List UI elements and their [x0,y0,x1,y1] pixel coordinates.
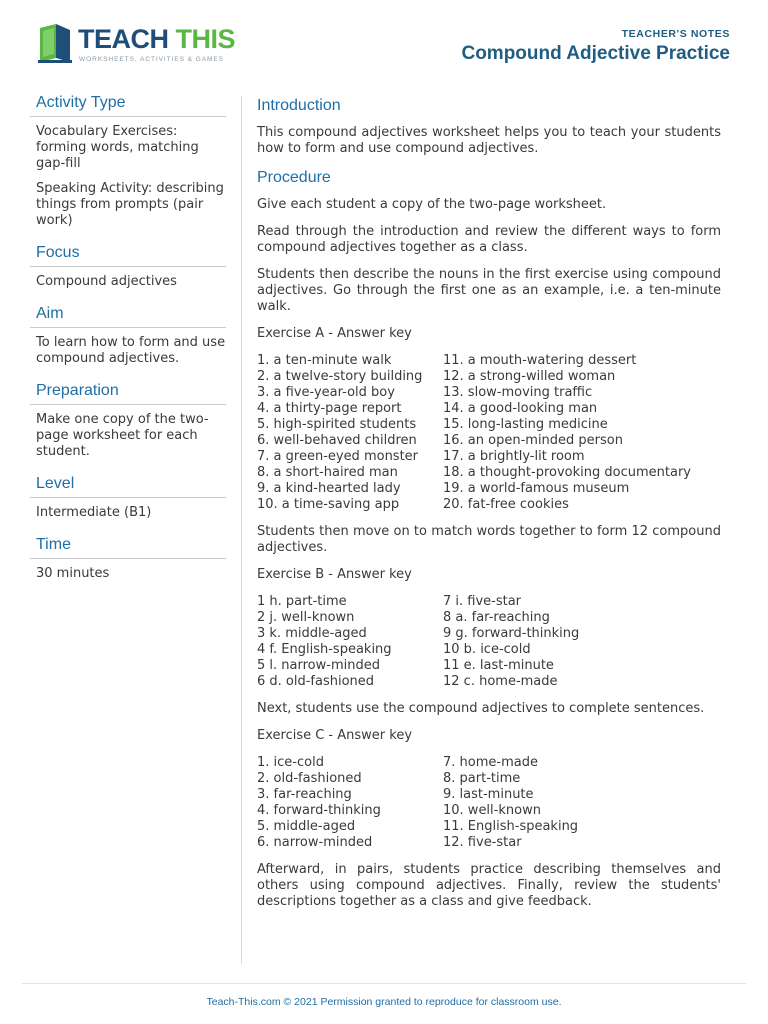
exercise-c-label: Exercise C - Answer key [257,728,413,743]
sidebar-section-level [30,475,226,521]
sidebar-section-focus [30,244,226,290]
sidebar-heading: Activity Type [30,94,226,117]
answer-item: 10 b. ice-cold [443,642,531,657]
teachers-notes-label: TEACHER'S NOTES [621,28,730,40]
answer-item: 8 a. far-reaching [443,610,550,625]
answer-item: 11. English-speaking [443,819,579,834]
introduction-heading: Introduction [257,97,341,114]
answer-item: 12. a strong-willed woman [443,369,616,384]
document-title: Compound Adjective Practice [461,43,730,64]
sidebar-section-aim [30,305,226,367]
answer-item: 16. an open-minded person [443,433,623,448]
book-icon [36,24,74,64]
answer-item: 9. a kind-hearted lady [257,481,401,496]
sidebar-paragraph: Compound adjectives [36,274,177,289]
sidebar-heading: Focus [30,244,226,267]
answer-column [443,594,579,690]
answer-item: 19. a world-famous museum [443,481,630,496]
sidebar-heading: Level [30,475,226,498]
footer-copyright[interactable]: Teach-This.com © 2021 Permission granted to reproduce for classroom use. [206,996,562,1008]
answer-item: 18. a thought-provoking documentary [443,465,691,480]
answer-item: 1 h. part-time [257,594,347,609]
main-content [257,94,721,921]
procedure-paragraph: Give each student a copy of the two-page worksheet. [257,197,607,212]
answer-item: 8. part-time [443,771,521,786]
answer-item: 2. a twelve-story building [257,369,423,384]
column-divider [241,96,242,964]
answer-item: 2 j. well-known [257,610,355,625]
answer-item: 20. fat-free cookies [443,497,569,512]
sidebar-heading: Preparation [30,382,226,405]
sidebar-heading: Time [30,536,226,559]
exercise-a-answer-key [257,353,721,513]
answer-item: 4. a thirty-page report [257,401,402,416]
procedure-paragraph: Read through the introduction and review the different ways to form compound adjectives together as a class. [257,224,721,255]
sidebar-section-activity-type [30,94,226,229]
procedure-paragraph: Students then describe the nouns in the first exercise using compound adjectives. Go through the first one as an example, i.e. a ten-minute walk. [257,267,721,314]
answer-item: 3. a five-year-old boy [257,385,395,400]
exercise-c-answer-key [257,755,721,851]
logo-wordmark [78,24,235,54]
sidebar-paragraph: Intermediate (B1) [36,505,152,520]
exercise-a-label: Exercise A - Answer key [257,326,412,341]
answer-item: 6. narrow-minded [257,835,373,850]
answer-item: 3 k. middle-aged [257,626,367,641]
sidebar-text [30,328,226,367]
answer-column [443,755,578,851]
answer-column [257,755,443,851]
sidebar-text [30,498,226,521]
answer-item: 12. five-star [443,835,522,850]
answer-item: 5 l. narrow-minded [257,658,380,673]
procedure-heading: Procedure [257,169,331,186]
sidebar-paragraph: Vocabulary Exercises: forming words, matching gap-fill [36,124,199,171]
logo-teach: TEACH [78,24,169,54]
sidebar-section-preparation [30,382,226,460]
answer-item: 12 c. home-made [443,674,558,689]
answer-item: 1. ice-cold [257,755,324,770]
answer-item: 6 d. old-fashioned [257,674,375,689]
answer-item: 8. a short-haired man [257,465,398,480]
answer-item: 4 f. English-speaking [257,642,392,657]
sidebar-heading: Aim [30,305,226,328]
sidebar-text [30,117,226,229]
header [0,0,768,90]
answer-item: 17. a brightly-lit room [443,449,585,464]
answer-item: 9 g. forward-thinking [443,626,580,641]
answer-item: 5. high-spirited students [257,417,417,432]
answer-item: 9. last-minute [443,787,534,802]
answer-item: 7 i. five-star [443,594,522,609]
answer-item: 14. a good-looking man [443,401,598,416]
sidebar [30,94,226,597]
procedure-paragraph: Afterward, in pairs, students practice describing themselves and others using compound adjectives. Finally, review the students' descriptions together as a class and give feedback. [257,862,721,909]
answer-item: 10. a time-saving app [257,497,400,512]
answer-item: 15. long-lasting medicine [443,417,608,432]
footer-divider [22,983,746,984]
logo-this: THIS [175,24,236,54]
answer-item: 2. old-fashioned [257,771,362,786]
answer-column [257,353,443,513]
answer-item: 11. a mouth-watering dessert [443,353,637,368]
sidebar-paragraph: Speaking Activity: describing things from prompts (pair work) [36,181,224,228]
sidebar-text [30,405,226,460]
answer-item: 10. well-known [443,803,541,818]
sidebar-paragraph: Make one copy of the two-page worksheet for each student. [36,412,209,459]
answer-item: 13. slow-moving traffic [443,385,593,400]
exercise-b-answer-key [257,594,721,690]
answer-item: 7. a green-eyed monster [257,449,419,464]
answer-item: 4. forward-thinking [257,803,381,818]
sidebar-text [30,267,226,290]
teach-this-logo[interactable] [36,22,236,72]
introduction-text: This compound adjectives worksheet helps you to teach your students how to form and use compound adjectives. [257,125,721,156]
sidebar-paragraph: 30 minutes [36,566,110,581]
answer-item: 3. far-reaching [257,787,352,802]
sidebar-section-time [30,536,226,582]
sidebar-paragraph: To learn how to form and use compound adjectives. [36,335,226,366]
procedure-paragraph: Next, students use the compound adjectives to complete sentences. [257,701,705,716]
answer-item: 7. home-made [443,755,538,770]
answer-item: 11 e. last-minute [443,658,554,673]
answer-item: 6. well-behaved children [257,433,417,448]
logo-tagline: WORKSHEETS, ACTIVITIES & GAMES [79,56,224,63]
answer-item: 5. middle-aged [257,819,356,834]
answer-column [257,594,443,690]
sidebar-text [30,559,226,582]
answer-item: 1. a ten-minute walk [257,353,392,368]
procedure-paragraph: Students then move on to match words together to form 12 compound adjectives. [257,524,721,555]
answer-column [443,353,691,513]
exercise-b-label: Exercise B - Answer key [257,567,412,582]
